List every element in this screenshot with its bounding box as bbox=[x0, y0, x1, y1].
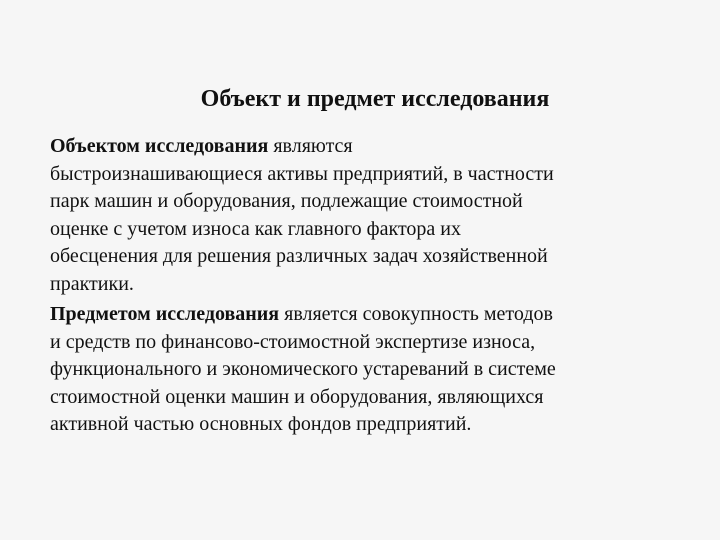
paragraph-line bbox=[50, 133, 670, 161]
line-text: являются bbox=[268, 135, 353, 157]
paragraph-line: и средств по финансово-стоимостной экспертизе износа, bbox=[50, 330, 536, 353]
paragraph-line: быстроизнашивающиеся активы предприятий, в частности bbox=[50, 162, 554, 185]
paragraph-line: оценке с учетом износа как главного фактора их bbox=[50, 217, 461, 240]
paragraph-line: парк машин и оборудования, подлежащие стоимостной bbox=[50, 190, 523, 212]
paragraph-line: стоимостной оценки машин и оборудования, являющихся bbox=[50, 385, 544, 408]
paragraph-line: функционального и экономического устареваний в системе bbox=[50, 358, 556, 380]
bold-term: Объектом исследования bbox=[50, 135, 269, 157]
paragraph-line bbox=[50, 301, 670, 329]
paragraph-object bbox=[50, 133, 670, 298]
line-text: является совокупность методов bbox=[279, 303, 553, 325]
bold-term: Предметом исследования bbox=[50, 303, 280, 325]
slide-body bbox=[50, 133, 670, 442]
paragraph-subject bbox=[50, 301, 670, 439]
paragraph-line: практики. bbox=[50, 272, 134, 295]
slide-title: Объект и предмет исследования bbox=[200, 86, 550, 112]
paragraph-line: активной частью основных фондов предприятий. bbox=[50, 413, 472, 435]
paragraph-line: обесценения для решения различных задач хозяйственной bbox=[50, 245, 548, 267]
